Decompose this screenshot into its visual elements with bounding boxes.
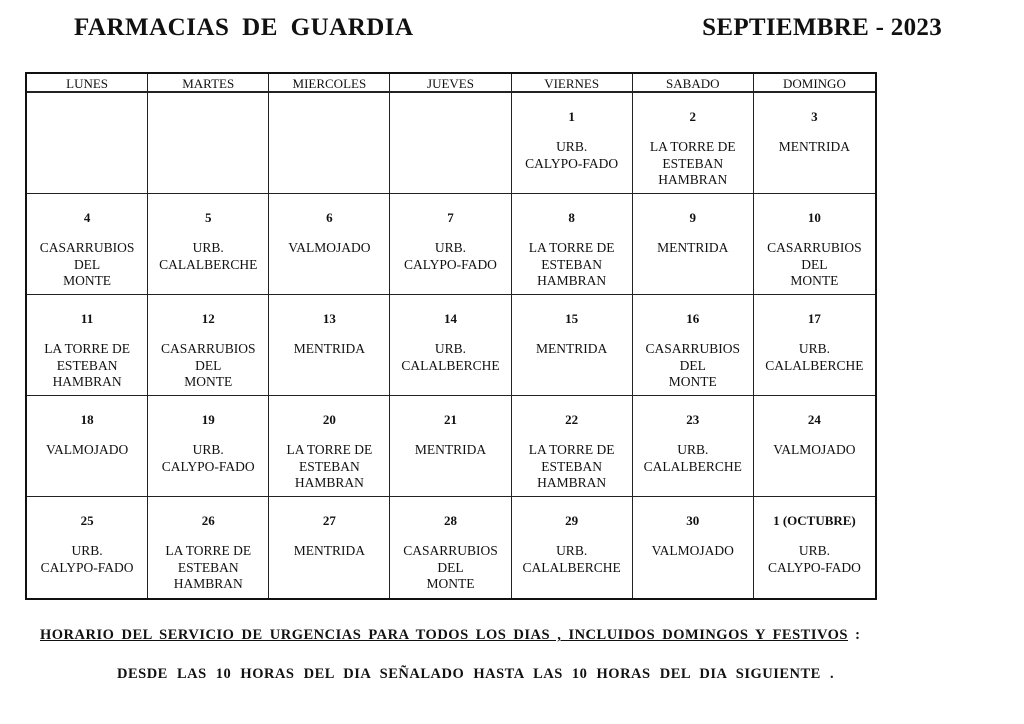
- schedule-heading: [40, 627, 860, 644]
- weekday-header: LUNES: [27, 74, 148, 93]
- schedule-heading-text: HORARIO DEL SERVICIO DE URGENCIAS PARA TODOS LOS DIAS , INCLUIDOS DOMINGOS Y FESTIVOS: [40, 627, 849, 643]
- calendar-day-cell: [390, 497, 511, 598]
- day-number: 23: [686, 412, 700, 427]
- day-number: 22: [565, 412, 579, 427]
- calendar-day-cell: [512, 497, 633, 598]
- calendar-day-cell: [269, 497, 390, 598]
- day-number: 25: [80, 513, 94, 528]
- weekday-header: JUEVES: [390, 74, 511, 93]
- weekday-header: SABADO: [633, 74, 754, 93]
- pharmacy-name: MENTRIDA: [657, 240, 729, 255]
- calendar-day-cell: [754, 497, 875, 598]
- day-number: 2: [689, 109, 697, 124]
- calendar-day-cell: [269, 93, 390, 194]
- calendar-day-cell: [512, 194, 633, 295]
- pharmacy-name: VALMOJADO: [773, 442, 856, 457]
- calendar-day-cell: [148, 497, 269, 598]
- calendar-day-cell: [633, 295, 754, 396]
- calendar-day-cell: [754, 396, 875, 497]
- pharmacy-name: MENTRIDA: [293, 543, 365, 558]
- pharmacy-name: LA TORRE DE ESTEBAN HAMBRAN: [165, 543, 252, 591]
- day-number: [148, 109, 268, 125]
- day-number: 18: [80, 412, 94, 427]
- day-number: 1 (OCTUBRE): [773, 513, 856, 528]
- pharmacy-name: URB. CALALBERCHE: [401, 341, 500, 373]
- day-number: 13: [322, 311, 336, 326]
- calendar-day-cell: [148, 295, 269, 396]
- day-number: 9: [689, 210, 697, 225]
- day-number: 1: [568, 109, 575, 124]
- pharmacy-name: MENTRIDA: [778, 139, 851, 154]
- day-number: 11: [80, 311, 94, 326]
- calendar-day-cell: [754, 93, 875, 194]
- pharmacy-name: LA TORRE DE ESTEBAN HAMBRAN: [649, 139, 736, 187]
- schedule-detail: DESDE LAS 10 HORAS DEL DIA SEÑALADO HASTA LAS 10 HORAS DEL DIA SIGUIENTE .: [117, 666, 835, 682]
- pharmacy-name: CASARRUBIOS DEL MONTE: [39, 240, 135, 288]
- calendar-day-cell: [390, 396, 511, 497]
- calendar-day-cell: [269, 295, 390, 396]
- calendar-day-cell: [512, 396, 633, 497]
- day-number: 26: [201, 513, 215, 528]
- day-number: 3: [811, 109, 818, 124]
- pharmacy-name: URB. CALALBERCHE: [522, 543, 621, 575]
- pharmacy-name: CASARRUBIOS DEL MONTE: [403, 543, 498, 591]
- pharmacy-name: LA TORRE DE ESTEBAN HAMBRAN: [528, 240, 615, 288]
- pharmacy-name: LA TORRE DE ESTEBAN HAMBRAN: [286, 442, 373, 490]
- day-number: [269, 109, 389, 125]
- page-title: FARMACIAS DE GUARDIA: [74, 14, 414, 41]
- day-number: 10: [807, 210, 821, 225]
- calendar-day-cell: [633, 396, 754, 497]
- month-year-label: SEPTIEMBRE - 2023: [702, 14, 942, 41]
- calendar-day-cell: [148, 396, 269, 497]
- calendar-day-cell: [633, 194, 754, 295]
- calendar-day-cell: [27, 295, 148, 396]
- day-number: 15: [565, 311, 579, 326]
- calendar-day-cell: [390, 194, 511, 295]
- calendar-day-cell: [148, 93, 269, 194]
- calendar-day-cell: [512, 295, 633, 396]
- pharmacy-name: LA TORRE DE ESTEBAN HAMBRAN: [44, 341, 130, 389]
- pharmacy-name: URB. CALALBERCHE: [643, 442, 742, 474]
- calendar-day-cell: [633, 497, 754, 598]
- pharmacy-name: CASARRUBIOS DEL MONTE: [645, 341, 741, 389]
- calendar-day-cell: [148, 194, 269, 295]
- calendar-day-cell: [269, 194, 390, 295]
- pharmacy-name: URB. CALYPO-FADO: [404, 240, 497, 272]
- pharmacy-name: MENTRIDA: [536, 341, 608, 356]
- pharmacy-name: MENTRIDA: [293, 341, 365, 356]
- pharmacy-name: CASARRUBIOS DEL MONTE: [767, 240, 862, 288]
- pharmacy-name: CASARRUBIOS DEL MONTE: [160, 341, 256, 389]
- calendar-day-cell: [390, 295, 511, 396]
- day-number: 20: [322, 412, 336, 427]
- day-number: 12: [201, 311, 215, 326]
- day-number: 14: [443, 311, 457, 326]
- pharmacy-name: LA TORRE DE ESTEBAN HAMBRAN: [528, 442, 615, 490]
- calendar-day-cell: [512, 93, 633, 194]
- day-number: 29: [565, 513, 579, 528]
- day-number: 7: [447, 210, 454, 225]
- calendar-day-cell: [633, 93, 754, 194]
- duty-calendar-table: [25, 72, 877, 600]
- calendar-day-cell: [754, 194, 875, 295]
- day-number: 5: [204, 210, 212, 225]
- calendar-day-cell: [27, 497, 148, 598]
- pharmacy-name: URB. CALALBERCHE: [765, 341, 864, 373]
- pharmacy-name: VALMOJADO: [45, 442, 129, 457]
- calendar-day-cell: [269, 396, 390, 497]
- pharmacy-name: URB. CALALBERCHE: [159, 240, 258, 272]
- day-number: 27: [322, 513, 336, 528]
- calendar-day-cell: [27, 194, 148, 295]
- weekday-header: VIERNES: [512, 74, 633, 93]
- day-number: [27, 109, 147, 125]
- pharmacy-name: VALMOJADO: [651, 543, 734, 558]
- calendar-day-cell: [754, 295, 875, 396]
- day-number: 17: [807, 311, 821, 326]
- pharmacy-name: VALMOJADO: [288, 240, 371, 255]
- day-number: [390, 109, 510, 125]
- calendar-day-cell: [390, 93, 511, 194]
- day-number: 19: [201, 412, 215, 427]
- day-number: 28: [443, 513, 457, 528]
- pharmacy-name: URB. CALYPO-FADO: [767, 543, 861, 575]
- day-number: 4: [83, 210, 91, 225]
- day-number: 8: [568, 210, 575, 225]
- day-number: 30: [686, 513, 700, 528]
- pharmacy-name: MENTRIDA: [414, 442, 487, 457]
- schedule-heading-suffix: :: [848, 627, 861, 643]
- day-number: 24: [807, 412, 821, 427]
- pharmacy-name: URB. CALYPO-FADO: [525, 139, 619, 171]
- weekday-header: MIERCOLES: [269, 74, 390, 93]
- pharmacy-name: URB. CALYPO-FADO: [40, 543, 134, 575]
- weekday-header: DOMINGO: [754, 74, 875, 93]
- day-number: 21: [443, 412, 457, 427]
- pharmacy-name: URB. CALYPO-FADO: [161, 442, 255, 474]
- day-number: 6: [326, 210, 333, 225]
- day-number: 16: [686, 311, 700, 326]
- calendar-day-cell: [27, 93, 148, 194]
- calendar-day-cell: [27, 396, 148, 497]
- weekday-header: MARTES: [148, 74, 269, 93]
